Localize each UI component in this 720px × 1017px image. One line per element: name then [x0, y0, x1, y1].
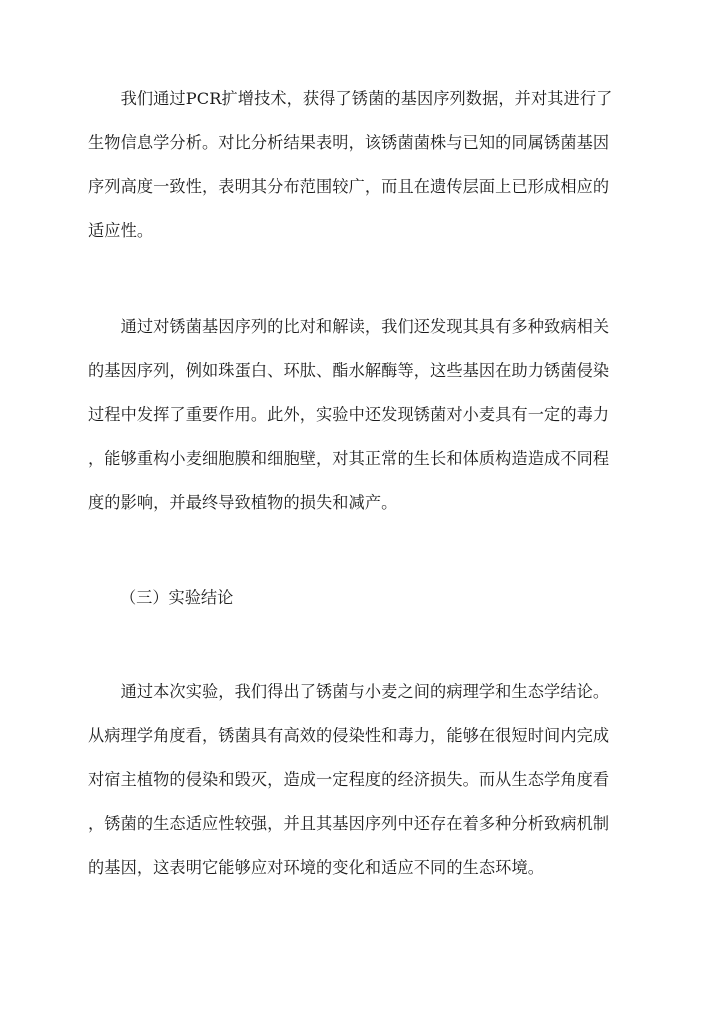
- text-line: 的基因，这表明它能够应对环境的变化和适应不同的生态环境。: [88, 858, 545, 877]
- text-line: 度的影响，并最终导致植物的损失和减产。: [88, 493, 398, 512]
- section-heading: （三）实验结论: [120, 588, 234, 607]
- text-line: 通过对锈菌基因序列的比对和解读，我们还发现其具有多种致病相关: [88, 317, 610, 336]
- paragraph-gene-sequencing: [88, 77, 633, 253]
- text-line: 适应性。: [88, 221, 154, 240]
- text-line: 过程中发挥了重要作用。此外，实验中还发现锈菌对小麦具有一定的毒力: [88, 405, 610, 424]
- text-line: 我们通过PCR扩增技术，获得了锈菌的基因序列数据，并对其进行了: [88, 89, 613, 108]
- text-line: 序列高度一致性，表明其分布范围较广，而且在遗传层面上已形成相应的: [88, 177, 610, 196]
- paragraph-pathogenic-genes: [88, 305, 633, 525]
- text-line: 生物信息学分析。对比分析结果表明，该锈菌菌株与已知的同属锈菌基因: [88, 133, 610, 152]
- paragraph-conclusion: [88, 670, 633, 890]
- text-line: 对宿主植物的侵染和毁灭，造成一定程度的经济损失。而从生态学角度看: [88, 770, 610, 789]
- text-line: 从病理学角度看，锈菌具有高效的侵染性和毒力，能够在很短时间内完成: [88, 726, 610, 745]
- text-line: 通过本次实验，我们得出了锈菌与小麦之间的病理学和生态学结论。: [88, 682, 610, 701]
- text-line: 的基因序列，例如珠蛋白、环肽、酯水解酶等，这些基因在助力锈菌侵染: [88, 361, 610, 380]
- text-line: ，能够重构小麦细胞膜和细胞壁，对其正常的生长和体质构造造成不同程: [88, 449, 610, 468]
- text-line: ，锈菌的生态适应性较强，并且其基因序列中还存在着多种分析致病机制: [88, 814, 610, 833]
